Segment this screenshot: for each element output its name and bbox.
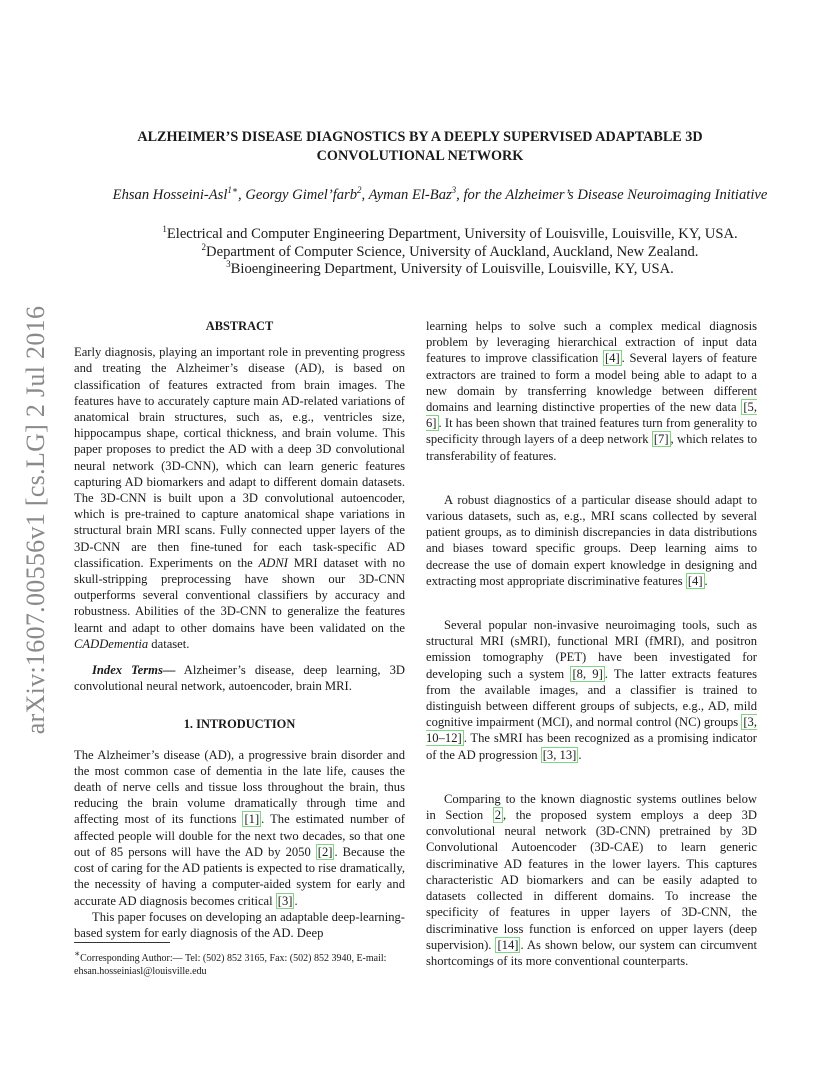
author-1-mark: 1∗ <box>227 185 239 196</box>
paper-title <box>70 128 770 166</box>
citation-link[interactable]: [1] <box>244 812 260 827</box>
intro-part-3: . Because the cost of caring for the AD patients is expected to rise dramatically, the necessity of having a computer-aided system for early and accurate AD diagnosis becomes critical <box>74 844 405 908</box>
intro-heading: 1. INTRODUCTION <box>183 717 296 732</box>
abstract-part-3: dataset. <box>148 636 190 651</box>
right-paragraph-3 <box>426 617 757 763</box>
right-p4-part-3: . As shown below, our system can circumvent shortcomings of its more conventional counterparts. <box>426 937 757 968</box>
citation-link[interactable]: [14] <box>497 937 519 952</box>
intro-paragraph-2: This paper focuses on developing an adaptable deep-learning-based system for early diagnosis of the AD. Deep <box>74 909 405 940</box>
right-p1-part-2: . Several layers of feature extractors are trained to form a model being able to adapt to a new domain by transferring knowledge between different domains and learning distinctive properties of the new data <box>426 351 757 415</box>
abstract-part-1: Early diagnosis, playing an important role in preventing progress and treating the Alzheimer’s disease (AD), is based on classification of features extracted from brain images. The features have to accurately capture main AD-related variations of anatomical brain structures, such as, e.g., ventricles size, hippocampus shape, cortical thickness, and brain volume. This paper proposes to predict the AD with a deep 3D convolutional neural network (3D-CNN), which can learn generic features capturing AD biomarkers and adapt to different domain datasets. The 3D-CNN is built upon a 3D convolutional autoencoder, which is pre-trained to capture anatomical shape variations in structural brain MRI scans. Fully connected upper layers of the 3D-CNN are then fine-tuned for each task-specific AD classification. Experiments on the <box>74 345 405 570</box>
left-column <box>74 318 405 941</box>
affiliation-1-text: Electrical and Computer Engineering Department, University of Louisville, Louisville, KY, USA. <box>166 226 738 242</box>
title-line-1: ALZHEIMER’S DISEASE DIAGNOSTICS BY A DEEPLY SUPERVISED ADAPTABLE 3D <box>137 129 703 145</box>
citation-link[interactable]: [7] <box>653 432 669 447</box>
affiliation-3-text: Bioengineering Department, University of Louisville, Louisville, KY, USA. <box>230 261 674 278</box>
citation-link[interactable]: [3] <box>277 893 293 908</box>
author-2-mark: 2 <box>357 185 362 196</box>
right-p1-part-3: . It has been shown that trained features turn from generality to specificity through layers of a deep network <box>426 416 757 447</box>
author-3-mark: 3 <box>451 185 457 196</box>
right-p1-part-4: , which relates to transferability of features. <box>426 432 757 463</box>
index-terms-label: Index Terms— <box>92 663 176 678</box>
right-p3-part-1: Several popular non-invasive neuroimaging tools, such as structural MRI (sMRI), functional MRI (fMRI), and positron emission tomography (PET) have been investigated for developing such a system <box>426 618 757 681</box>
intro-paragraph-1 <box>74 747 405 909</box>
abstract-part-2: MRI dataset with no skull-stripping preprocessing have shown our 3D-CNN outperforms several conventional classifiers by accuracy and robustness. Abilities of the 3D-CNN to generalize the features learnt and adapt to other domains have been validated on the <box>74 555 405 635</box>
caddementia-dataset: CADDementia <box>74 636 149 651</box>
author-3: , Ayman El-Baz <box>361 187 452 203</box>
intro-part-2: . The estimated number of affected people will double for the next two decades, so that one out of 85 persons will have the AD by 2050 <box>74 812 405 859</box>
affiliation-2-text: Department of Computer Science, University of Auckland, Auckland, New Zealand. <box>206 243 699 260</box>
index-terms <box>74 662 405 694</box>
consortium: , for the Alzheimer’s Disease Neuroimaging Initiative <box>456 187 768 203</box>
footnote-rule <box>74 942 170 943</box>
intro-part-1: The Alzheimer’s disease (AD), a progressive brain disorder and the most common case of dementia in the late life, causes the death of nerve cells and tissue loss throughout the brain, thus reducing the brain volume dramatically through time and affecting most of its functions <box>74 747 405 827</box>
author-2: , Georgy Gimel’farb <box>238 187 358 203</box>
footnote-text: Corresponding Author:— Tel: (502) 852 3165, Fax: (502) 852 3940, E-mail: ehsan.hosseiniasl@louisville.edu <box>74 953 387 977</box>
right-paragraph-2 <box>426 492 757 589</box>
affiliation-3-mark: 3 <box>226 259 231 270</box>
intro-part-4: . <box>294 893 298 908</box>
section-link[interactable]: 2 <box>494 808 501 823</box>
right-paragraph-4 <box>426 791 757 969</box>
affiliation-3 <box>70 261 828 279</box>
right-p3-part-4: . <box>578 747 582 762</box>
citation-link[interactable]: [4] <box>687 573 703 588</box>
abstract-heading: ABSTRACT <box>205 319 274 333</box>
arxiv-stamp <box>16 300 56 740</box>
citation-link[interactable]: [8, 9] <box>572 666 603 681</box>
abstract-text <box>74 344 405 652</box>
citation-link[interactable]: [3, 13] <box>542 747 577 762</box>
affiliation-2 <box>70 241 828 262</box>
right-p1-part-1: learning helps to solve such a complex medical diagnosis problem by leveraging hierarchical extraction of input data features to improve classification <box>426 319 757 366</box>
author-1: Ehsan Hosseini-Asl <box>112 187 228 203</box>
title-line-2: CONVOLUTIONAL NETWORK <box>316 148 524 164</box>
citation-link[interactable]: [3, 10–12] <box>426 715 757 746</box>
right-p2-part-1: A robust diagnostics of a particular disease should adapt to various datasets, such as, e.g., MRI scans collected by several patient groups, as to diminish discrepancies in data distributions and biases toward specific groups. Deep learning aims to decrease the use of domain expert knowledge in designing and extracting most appropriate discriminative features <box>426 492 757 588</box>
index-terms-text: Alzheimer’s disease, deep learning, 3D convolutional neural network, autoencoder, brain MRI. <box>74 663 405 694</box>
author-list <box>60 187 820 204</box>
citation-link[interactable]: [5, 6] <box>426 400 757 431</box>
right-p2-part-2: . <box>704 573 708 588</box>
affiliation-1-mark: 1 <box>162 224 167 235</box>
right-paragraph-1 <box>426 318 757 464</box>
footnote <box>74 948 405 978</box>
right-p4-part-1: Comparing to the known diagnostic systems outlines below in Section <box>426 791 757 823</box>
right-p3-part-2: . The latter extracts features from the available images, and a classifier is trained to distinguish between different groups of subjects, e.g., AD, mild cognitive impairment (MCI), and normal control (NC) groups <box>426 666 758 730</box>
citation-link[interactable]: [2] <box>317 844 333 859</box>
affiliation-2-mark: 2 <box>201 241 207 252</box>
affiliations <box>70 226 828 279</box>
right-column <box>426 318 757 969</box>
right-p3-part-3: . The sMRI has been recognized as a promising indicator of the AD progression <box>426 731 757 762</box>
arxiv-id: arXiv:1607.00556v1 [cs.LG] 2 Jul 2016 <box>21 305 50 735</box>
right-p4-part-2: , the proposed system employs a deep 3D convolutional neural network (3D-CNN) pretrained by 3D Convolutional Autoencoder (3D-CAE) to learn generic discriminative AD features in the lower layers. This captures characteristic AD biomarkers and can be easily adapted to datasets collected in different domains. To increase the specificity of features in upper layers of 3D-CNN, the discriminative loss function is enforced on upper layers (deep supervision). <box>426 808 757 952</box>
citation-link[interactable]: [4] <box>604 351 620 366</box>
adni-dataset: ADNI <box>258 555 288 570</box>
affiliation-1 <box>70 226 828 244</box>
footnote-mark: ∗ <box>74 948 81 959</box>
